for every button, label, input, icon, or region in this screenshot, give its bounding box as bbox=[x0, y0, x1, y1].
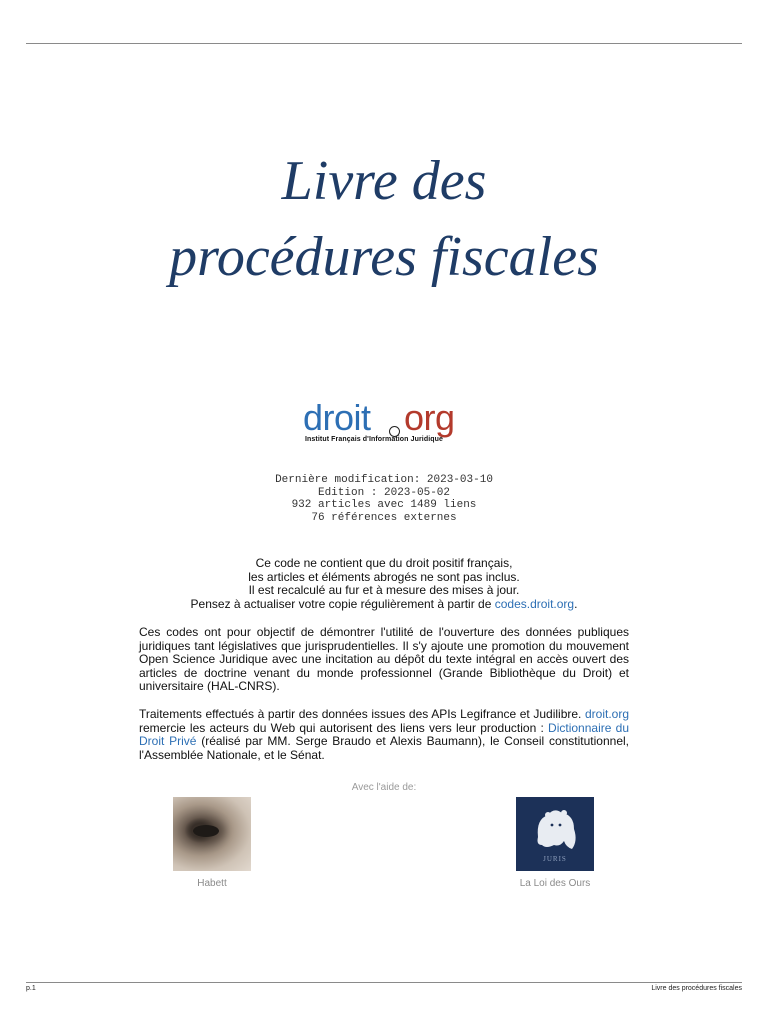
habett-image[interactable] bbox=[173, 797, 251, 871]
codes-droit-org-link[interactable]: codes.droit.org bbox=[494, 596, 575, 611]
article-count: 932 articles avec 1489 liens bbox=[291, 499, 477, 511]
objective-paragraph: Ces codes ont pour objectif de démontrer l'utilité de l'ouverture des données publiques juridiques tant législatives que jurisprudentielles. Il s'y ajoute une promotion du mouvement Open Science Juridique avec une incitation au dépôt du texte intégral en accès ouvert des articles de doctrine venant du monde professionnel (Grande Bibliothèque du Droit) et universitaire (HAL-CNRS). bbox=[139, 625, 629, 694]
loi-des-ours-image[interactable] bbox=[516, 797, 594, 871]
droit-org-logo[interactable] bbox=[303, 397, 465, 448]
edition-date: Edition : 2023-05-02 bbox=[317, 486, 451, 499]
notice-line-4 bbox=[0, 598, 768, 612]
logo-word-org: org bbox=[404, 397, 455, 438]
notice-line-1: Ce code ne contient que du droit positif français, bbox=[255, 556, 513, 570]
page-number: p.1 bbox=[26, 985, 36, 992]
droit-org-link[interactable]: droit.org bbox=[584, 707, 629, 721]
notice-block bbox=[0, 557, 768, 611]
top-rule bbox=[26, 43, 742, 44]
document-metadata bbox=[0, 474, 768, 524]
bottom-rule bbox=[26, 982, 742, 983]
document-title bbox=[0, 143, 768, 295]
notice-line-3: Il est recalculé au fur et à mesure des mises à jour. bbox=[248, 583, 520, 598]
acknowledgement-paragraph bbox=[139, 708, 629, 762]
reference-count: 76 références externes bbox=[311, 511, 457, 524]
title-line-2: procédures fiscales bbox=[169, 226, 599, 288]
notice-line-2: les articles et éléments abrogés ne sont pas inclus. bbox=[248, 569, 520, 584]
last-modified: Dernière modification: 2023-03-10 bbox=[275, 474, 493, 486]
eye-icon bbox=[193, 825, 219, 837]
ack-suffix: (réalisé par MM. Serge Braudo et Alexis Baumann), le Conseil constitutionnel, l'Assemblée Nationale, et le Sénat. bbox=[139, 734, 629, 762]
loi-des-ours-caption: La Loi des Ours bbox=[519, 878, 591, 889]
habett-caption: Habett bbox=[197, 878, 227, 889]
ack-prefix: Traitements effectués à partir des données issues des APIs Legifrance et Judilibre. bbox=[139, 707, 585, 721]
notice-line-4-end: . bbox=[574, 596, 578, 611]
help-label: Avec l'aide de: bbox=[351, 782, 417, 793]
juris-mark: JURIS bbox=[543, 855, 567, 863]
footer-title: Livre des procédures fiscales bbox=[651, 985, 742, 992]
dictionnaire-droit-prive-link[interactable]: Dictionnaire du Droit Privé bbox=[139, 720, 629, 749]
notice-line-4-text: Pensez à actualiser votre copie régulièrement à partir de bbox=[190, 596, 495, 611]
logo-tagline: Institut Français d'Information Juridique bbox=[305, 436, 443, 443]
ack-middle: remercie les acteurs du Web qui autorisent des liens vers leur production : bbox=[139, 720, 549, 735]
bear-icon bbox=[516, 797, 594, 871]
title-line-1: Livre des bbox=[281, 150, 487, 212]
logo-word-droit: droit bbox=[303, 397, 371, 438]
